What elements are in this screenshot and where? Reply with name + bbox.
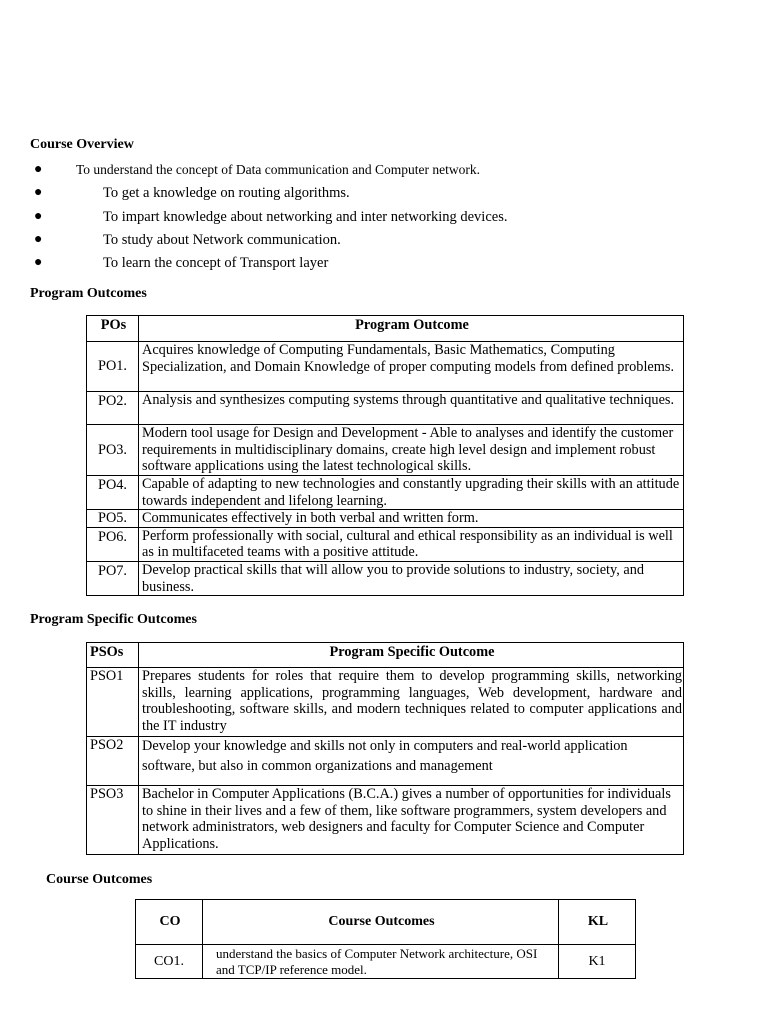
- po-code: PO4.: [87, 476, 139, 510]
- column-header-pos: POs: [87, 316, 139, 342]
- table-row: [87, 392, 684, 425]
- table-row: [87, 342, 684, 392]
- column-header-course-outcomes: Course Outcomes: [203, 900, 559, 945]
- table-header-row: [87, 316, 684, 342]
- pso-text: Develop your knowledge and skills not only in computers and real-world application software, but also in common organizations and management: [139, 737, 684, 786]
- table-row: [87, 527, 684, 561]
- table-row: [87, 510, 684, 528]
- column-header-kl: KL: [559, 900, 636, 945]
- po-text: Modern tool usage for Design and Development - Able to analyses and identify the customer requirements in multidisciplinary domains, create high level design and implement robust software applications using the latest technological skills.: [139, 425, 684, 476]
- bullet-icon: ●: [34, 255, 43, 271]
- pso-text: Prepares students for roles that require them to develop programming skills, networking skills, learning applications, programming languages, Web development, hardware and troubleshooting, software skills, and modern techniques related to computer applications and the IT industry: [139, 668, 684, 737]
- po-code: PO6.: [87, 527, 139, 561]
- po-text: Capable of adapting to new technologies and constantly upgrading their skills with an attitude towards independent and lifelong learning.: [139, 476, 684, 510]
- table-row: [87, 668, 684, 737]
- course-outcomes-table: [135, 899, 636, 979]
- po-code: PO5.: [87, 510, 139, 528]
- co-code: CO1.: [136, 945, 203, 979]
- table-row: [87, 476, 684, 510]
- bullet-icon: ●: [34, 162, 43, 177]
- course-overview-heading: Course Overview: [30, 137, 134, 152]
- table-row: [87, 561, 684, 595]
- column-header-program-outcome: Program Outcome: [139, 316, 684, 342]
- bullet-icon: ●: [34, 208, 43, 224]
- program-outcomes-heading: Program Outcomes: [30, 286, 147, 301]
- bullet-icon: ●: [34, 231, 43, 247]
- po-code: PO3.: [87, 425, 139, 476]
- bullet-icon: ●: [34, 185, 43, 201]
- program-outcomes-table: [86, 315, 684, 596]
- po-text: Communicates effectively in both verbal and written form.: [139, 510, 684, 528]
- column-header-program-specific-outcome: Program Specific Outcome: [139, 643, 684, 668]
- table-row: [87, 786, 684, 855]
- po-text: Develop practical skills that will allow you to provide solutions to industry, society, and business.: [139, 561, 684, 595]
- pso-code: PSO2: [87, 737, 139, 786]
- po-text: Perform professionally with social, cultural and ethical responsibility as an individual is well as in multifaceted teams with a positive attitude.: [139, 527, 684, 561]
- table-header-row: [87, 643, 684, 668]
- program-specific-outcomes-table: [86, 642, 684, 855]
- co-text: understand the basics of Computer Network architecture, OSI and TCP/IP reference model.: [203, 945, 559, 979]
- po-code: PO1.: [87, 342, 139, 392]
- column-header-psos: PSOs: [87, 643, 139, 668]
- pso-code: PSO3: [87, 786, 139, 855]
- pso-text: Bachelor in Computer Applications (B.C.A.) gives a number of opportunities for individuals to shine in their lives and a few of them, like software programmers, system developers and network administrators, web designers and faculty for Computer Science and Computer Applications.: [139, 786, 684, 855]
- po-code: PO2.: [87, 392, 139, 425]
- table-header-row: [136, 900, 636, 945]
- program-specific-outcomes-heading: Program Specific Outcomes: [30, 612, 197, 627]
- pso-code: PSO1: [87, 668, 139, 737]
- po-code: PO7.: [87, 561, 139, 595]
- course-outcomes-heading: Course Outcomes: [46, 872, 153, 887]
- column-header-co: CO: [136, 900, 203, 945]
- table-row: [87, 737, 684, 786]
- table-row: [136, 945, 636, 979]
- table-row: [87, 425, 684, 476]
- po-text: Analysis and synthesizes computing systems through quantitative and qualitative techniques.: [139, 392, 684, 425]
- po-text: Acquires knowledge of Computing Fundamentals, Basic Mathematics, Computing Specialization, and Domain Knowledge of proper computing models from defined problems.: [139, 342, 684, 392]
- co-kl: K1: [559, 945, 636, 979]
